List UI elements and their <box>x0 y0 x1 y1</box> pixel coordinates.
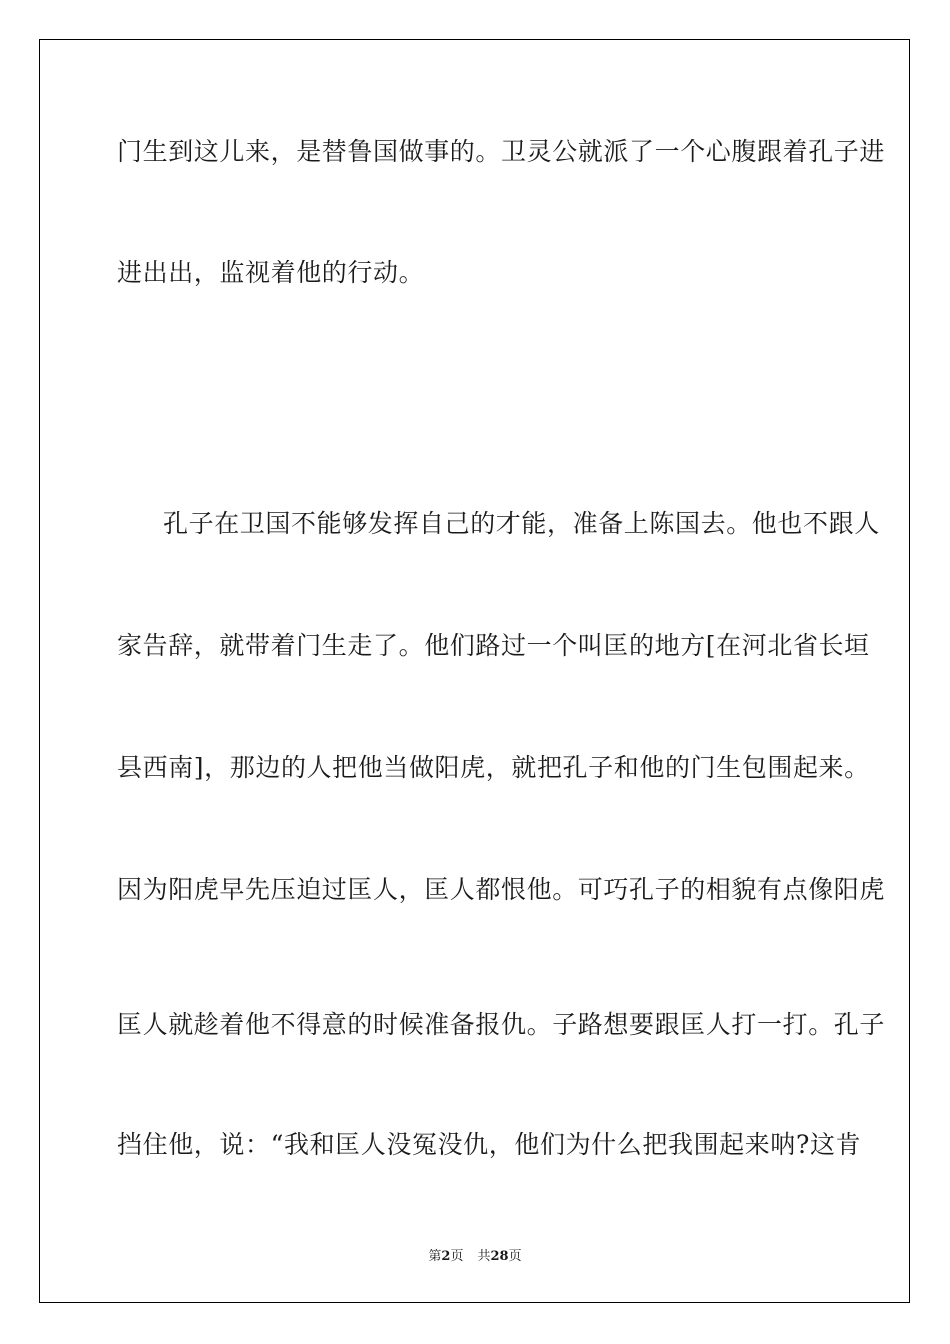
paragraph-first-line: 孔子在卫国不能够发挥自己的才能，准备上陈国去。他也不跟人 <box>163 509 880 538</box>
total-suffix: 页 <box>508 1249 522 1264</box>
page-border <box>39 39 910 1303</box>
text-line: 县西南]，那边的人把他当做阳虎，就把孔子和他的门生包围起来。 <box>117 753 870 782</box>
text-line: 匡人就趁着他不得意的时候准备报仇。子路想要跟匡人打一打。孔子 <box>117 1010 886 1039</box>
page-suffix: 页 <box>450 1249 464 1264</box>
page-prefix: 第 <box>428 1249 442 1264</box>
text-line: 进出出，监视着他的行动。 <box>117 258 425 287</box>
page-footer <box>0 1248 950 1266</box>
text-line: 门生到这儿来，是替鲁国做事的。卫灵公就派了一个心腹跟着孔子进 <box>117 137 886 166</box>
text-line: 挡住他，说：“我和匡人没冤没仇，他们为什么把我围起来呐?这肯 <box>117 1130 862 1159</box>
text-line: 家告辞，就带着门生走了。他们路过一个叫匡的地方[在河北省长垣 <box>117 631 870 660</box>
total-pages: 28 <box>490 1249 509 1264</box>
page-number: 2 <box>441 1249 451 1264</box>
total-prefix: 共 <box>477 1249 491 1264</box>
text-line: 因为阳虎早先压迫过匡人，匡人都恨他。可巧孔子的相貌有点像阳虎 <box>117 875 886 904</box>
